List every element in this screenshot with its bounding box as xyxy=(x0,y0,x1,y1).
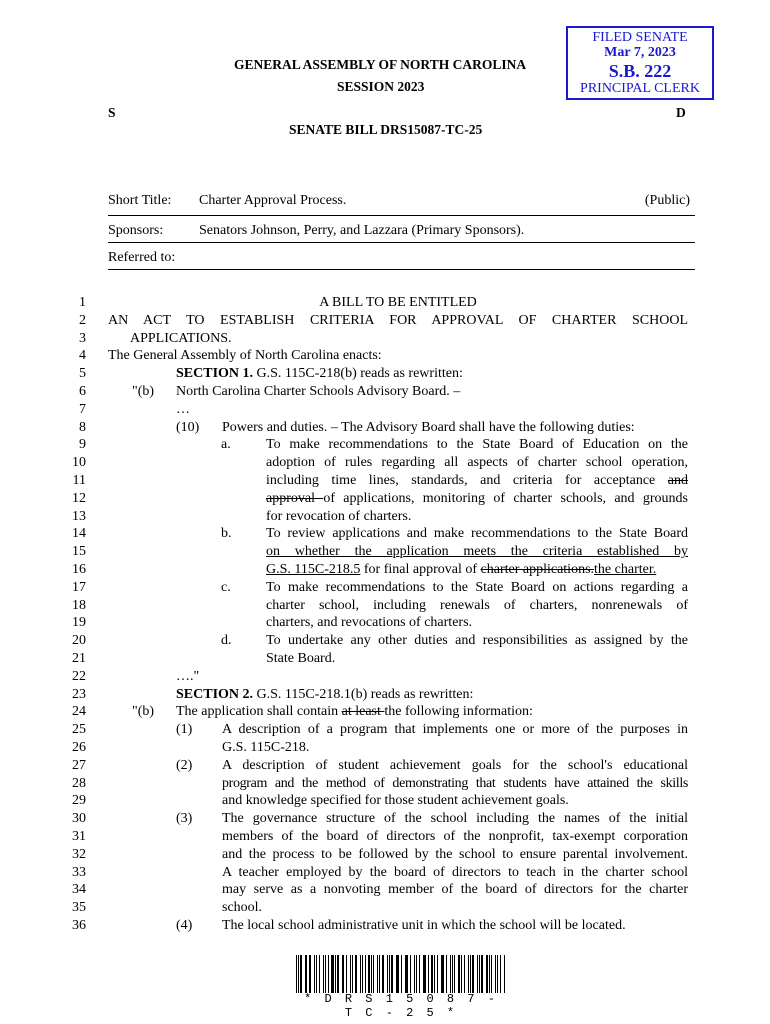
text-line xyxy=(108,632,688,650)
text-line xyxy=(108,383,688,401)
barcode-bar xyxy=(504,955,505,993)
barcode-bar xyxy=(441,955,442,993)
barcode-bar xyxy=(446,955,447,993)
barcode-bar xyxy=(434,955,435,993)
text-line xyxy=(108,508,688,526)
text-line xyxy=(108,419,688,437)
item-text: To review applications and make recommendations to the State Board xyxy=(266,526,688,542)
deleted-text: charter applications. xyxy=(480,561,595,577)
line-number: 27 xyxy=(72,757,86,773)
text-line: The General Assembly of North Carolina enacts: xyxy=(108,348,382,364)
text-line xyxy=(108,294,688,312)
barcode-bar xyxy=(428,955,429,993)
item-text: Powers and duties. – The Advisory Board shall have the following duties: xyxy=(222,419,635,435)
assembly-title: GENERAL ASSEMBLY OF NORTH CAROLINA xyxy=(234,57,527,72)
item-text: To undertake any other duties and responsibilities as assigned by the xyxy=(266,633,688,649)
barcode-bar xyxy=(410,955,411,993)
text-line xyxy=(108,543,688,561)
subsection-text: the following information: xyxy=(384,704,533,720)
line-number: 16 xyxy=(72,562,86,577)
item-text: G.S. 115C-218. xyxy=(222,739,310,755)
inserted-text: on whether the application meets the criteria established by xyxy=(266,544,688,560)
line-number: 35 xyxy=(72,900,86,916)
subsection-text: North Carolina Charter Schools Advisory Board. – xyxy=(176,383,461,399)
item-number: (10) xyxy=(176,419,200,435)
item-text: To make recommendations to the State Board of Education on the xyxy=(266,437,688,453)
line-number: 15 xyxy=(72,544,86,560)
item-number: (3) xyxy=(176,811,193,827)
item-number: (1) xyxy=(176,722,193,738)
act-title-cont: APPLICATIONS. xyxy=(130,330,232,346)
item-text: including time lines, standards, and criteria for acceptance xyxy=(266,472,668,488)
line-number: 9 xyxy=(79,437,86,453)
text-line xyxy=(108,792,688,810)
line-number: 33 xyxy=(72,864,86,880)
short-title-label: Short Title: xyxy=(108,193,172,208)
barcode-bar xyxy=(481,955,482,993)
barcode-bar xyxy=(373,955,374,993)
barcode-bar xyxy=(296,955,297,993)
barcode-text: * D R S 1 5 0 8 7 - T C - 2 5 * xyxy=(304,992,498,1020)
item-text: for revocation of charters. xyxy=(266,508,412,524)
barcode-bar xyxy=(442,955,443,993)
item-text: may serve as a nonvoting member of the board of directors for the charter xyxy=(222,882,688,898)
short-title-value: Charter Approval Process. xyxy=(199,193,347,208)
sponsors-value: Senators Johnson, Perry, and Lazzara (Primary Sponsors). xyxy=(199,223,525,238)
text-line xyxy=(108,721,688,739)
barcode-bar xyxy=(377,955,378,993)
text-line: AN ACT TO ESTABLISH CRITERIA FOR APPROVAL OF CHARTER SCHOOL xyxy=(108,312,688,328)
line-number: 30 xyxy=(72,811,86,827)
text-line xyxy=(108,401,688,419)
line-number: 8 xyxy=(79,419,86,435)
barcode-bar xyxy=(491,955,492,993)
barcode-bar xyxy=(352,955,353,993)
barcode-bar xyxy=(325,955,326,993)
line-number: 18 xyxy=(72,597,86,613)
barcode-bar xyxy=(365,955,366,993)
subsection-label: "(b) xyxy=(132,383,155,399)
barcode-bar xyxy=(396,955,397,993)
item-letter: d. xyxy=(221,633,232,649)
line-number: 28 xyxy=(72,775,86,791)
line-number: 12 xyxy=(72,490,86,506)
filing-stamp xyxy=(566,26,714,100)
public-label: (Public) xyxy=(644,193,690,208)
barcode xyxy=(296,955,506,993)
barcode-bar xyxy=(452,955,453,993)
item-text: and the process to be followed by the school to ensure parental involvement. xyxy=(222,846,688,862)
stamp-filed: FILED SENATE xyxy=(592,30,688,45)
line-number: 25 xyxy=(72,722,86,738)
barcode-bar xyxy=(298,955,299,993)
session-title: SESSION 2023 xyxy=(337,79,425,94)
barcode-bar xyxy=(500,955,501,993)
divider xyxy=(108,242,695,243)
divider xyxy=(108,269,695,270)
draft-letter: D xyxy=(676,105,686,120)
line-number: 22 xyxy=(72,668,86,684)
item-text: A description of student achievement goals for the school's educational xyxy=(222,757,688,773)
barcode-bar xyxy=(423,955,424,993)
barcode-bar xyxy=(458,955,460,993)
barcode-bar xyxy=(309,955,311,993)
barcode-bar xyxy=(461,955,462,993)
line-number: 5 xyxy=(79,366,86,382)
line-number: 13 xyxy=(72,508,86,524)
subsection-label: "(b) xyxy=(132,704,155,720)
text-line xyxy=(108,365,688,383)
barcode-bar xyxy=(424,955,425,993)
line-number: 24 xyxy=(72,704,86,720)
stamp-bill-number: S.B. 222 xyxy=(608,61,672,81)
barcode-bar xyxy=(450,955,451,993)
inserted-text: G.S. 115C-218.5 xyxy=(266,561,361,577)
text-line xyxy=(108,668,688,686)
stamp-clerk: PRINCIPAL CLERK xyxy=(580,81,700,96)
barcode-bar xyxy=(343,955,344,993)
line-number: 32 xyxy=(72,846,86,862)
subsection-text: The application shall contain xyxy=(176,704,342,720)
line-number: 4 xyxy=(79,348,86,364)
text-line xyxy=(108,472,688,490)
line-number: 6 xyxy=(79,384,86,399)
barcode-bar xyxy=(346,955,347,993)
barcode-bar xyxy=(306,955,307,993)
barcode-bar xyxy=(314,955,315,993)
barcode-bar xyxy=(389,955,390,993)
item-text: for final approval of xyxy=(360,561,481,577)
item-number: (2) xyxy=(176,757,193,773)
barcode-bar xyxy=(437,955,438,993)
text-line xyxy=(108,864,688,882)
section-2-heading: SECTION 2. xyxy=(176,686,254,702)
sponsors-label: Sponsors: xyxy=(108,223,164,238)
bill-id: SENATE BILL DRS15087-TC-25 xyxy=(289,122,483,137)
line-number: 1 xyxy=(79,295,86,310)
line-number: 21 xyxy=(72,651,86,666)
text-line xyxy=(108,330,688,348)
text-line xyxy=(108,579,688,597)
short-title-row xyxy=(108,193,695,209)
barcode-bar xyxy=(454,955,455,993)
item-text: charter school, including renewals of charters, nonrenewals of xyxy=(266,597,688,613)
barcode-bar xyxy=(495,955,496,993)
referred-label: Referred to: xyxy=(108,250,176,265)
item-text: and knowledge specified for those student achievement goals. xyxy=(222,793,569,809)
barcode-bar xyxy=(316,955,317,993)
barcode-bar xyxy=(371,955,372,993)
barcode-bar xyxy=(397,955,398,993)
section-2-text: G.S. 115C-218.1(b) reads as rewritten: xyxy=(253,686,474,702)
item-text: The governance structure of the school including the names of the initial xyxy=(222,811,688,827)
text-line xyxy=(108,686,688,704)
barcode-bar xyxy=(337,955,338,993)
barcode-bar xyxy=(362,955,363,993)
text-line xyxy=(108,899,688,917)
barcode-bar xyxy=(305,955,306,993)
line-number: 3 xyxy=(79,330,86,346)
barcode-bar xyxy=(387,955,388,993)
line-number: 23 xyxy=(72,686,86,702)
text-line xyxy=(108,614,688,632)
barcode-bar xyxy=(416,955,417,993)
line-number: 19 xyxy=(72,615,86,631)
barcode-bar xyxy=(342,955,343,993)
bill-heading: A BILL TO BE ENTITLED xyxy=(319,295,477,310)
text-line xyxy=(108,525,688,543)
text-line xyxy=(108,846,688,864)
deleted-text: and xyxy=(667,472,688,488)
barcode-bar xyxy=(419,955,420,993)
barcode-bar xyxy=(405,955,406,993)
barcode-bar xyxy=(391,955,392,993)
line-number: 11 xyxy=(72,473,86,488)
barcode-bar xyxy=(414,955,415,993)
text-line xyxy=(108,917,688,935)
line-number: 20 xyxy=(72,633,86,649)
text-line xyxy=(108,454,688,472)
barcode-bar xyxy=(382,955,384,993)
barcode-bar xyxy=(401,955,402,993)
item-text: adoption of rules regarding all aspects of charter school operation, xyxy=(266,455,688,471)
deleted-text: at least xyxy=(341,704,385,720)
barcode-bar xyxy=(468,955,469,993)
barcode-bar xyxy=(323,955,324,993)
item-text: program and the method of demonstrating that students have attained the skills xyxy=(222,775,688,791)
barcode-bar xyxy=(479,955,480,993)
text-line xyxy=(108,436,688,454)
barcode-bar xyxy=(300,955,301,993)
barcode-bar xyxy=(379,955,380,993)
line-number: 31 xyxy=(72,829,86,844)
barcode-bar xyxy=(319,955,320,993)
line-number: 2 xyxy=(79,312,86,328)
item-text: charters, and revocations of charters. xyxy=(266,615,473,631)
item-letter: c. xyxy=(221,579,231,595)
item-text: school. xyxy=(222,900,263,916)
barcode-bar xyxy=(360,955,361,993)
line-number: 7 xyxy=(79,401,86,417)
line-number: 34 xyxy=(72,882,86,898)
barcode-bar xyxy=(489,955,490,993)
item-letter: a. xyxy=(221,437,231,453)
referred-row xyxy=(108,250,695,266)
barcode-bar xyxy=(368,955,369,993)
text-line xyxy=(108,650,688,668)
item-text: A description of a program that implements one or more of the purposes in xyxy=(222,722,688,738)
line-number: 17 xyxy=(72,579,86,595)
barcode-bar xyxy=(497,955,498,993)
line-number: 29 xyxy=(72,793,86,809)
item-text: A teacher employed by the board of directors to teach in the charter school xyxy=(222,864,688,880)
barcode-bar xyxy=(477,955,478,993)
barcode-bar xyxy=(328,955,329,993)
item-text: To make recommendations to the State Board on actions regarding a xyxy=(266,579,688,595)
item-text: members of the board of directors of the nonprofit, tax-exempt corporation xyxy=(222,828,688,844)
text-line xyxy=(108,775,688,793)
item-letter: b. xyxy=(221,526,232,542)
stamp-date: Mar 7, 2023 xyxy=(604,45,676,60)
text-line xyxy=(108,810,688,828)
deleted-text: approval xyxy=(266,490,324,506)
section-1-heading: SECTION 1. xyxy=(176,366,254,382)
barcode-bar xyxy=(355,955,357,993)
line-number: 14 xyxy=(72,526,86,542)
item-text: of applications, monitoring of charter schools, and grounds xyxy=(323,490,688,506)
text-line xyxy=(108,490,688,508)
barcode-bar xyxy=(350,955,351,993)
text-line xyxy=(108,703,688,721)
text-line xyxy=(108,828,688,846)
barcode-bar xyxy=(331,955,333,993)
line-number: 10 xyxy=(72,455,86,471)
inserted-text: the charter. xyxy=(594,561,657,577)
bill-body xyxy=(108,294,688,935)
text-line xyxy=(108,561,688,579)
barcode-bar xyxy=(472,955,473,993)
item-text: State Board. xyxy=(266,650,336,666)
section-1-text: G.S. 115C-218(b) reads as rewritten: xyxy=(253,366,463,382)
item-text: The local school administrative unit in which the school will be located. xyxy=(222,917,626,933)
chamber-letter: S xyxy=(108,105,116,120)
text-line xyxy=(108,739,688,757)
barcode-bar xyxy=(464,955,465,993)
ellipsis: … xyxy=(176,401,190,417)
text-line xyxy=(108,757,688,775)
barcode-bar xyxy=(486,955,488,993)
barcode-bar xyxy=(431,955,433,993)
item-number: (4) xyxy=(176,917,193,933)
barcode-bar xyxy=(335,955,336,993)
text-line xyxy=(108,881,688,899)
barcode-bar xyxy=(406,955,408,993)
sponsors-row xyxy=(108,223,695,239)
line-number: 36 xyxy=(72,918,86,933)
ellipsis: …." xyxy=(176,668,200,684)
text-line xyxy=(108,597,688,615)
divider xyxy=(108,215,695,216)
line-number: 26 xyxy=(72,740,86,755)
barcode-bar xyxy=(470,955,471,993)
